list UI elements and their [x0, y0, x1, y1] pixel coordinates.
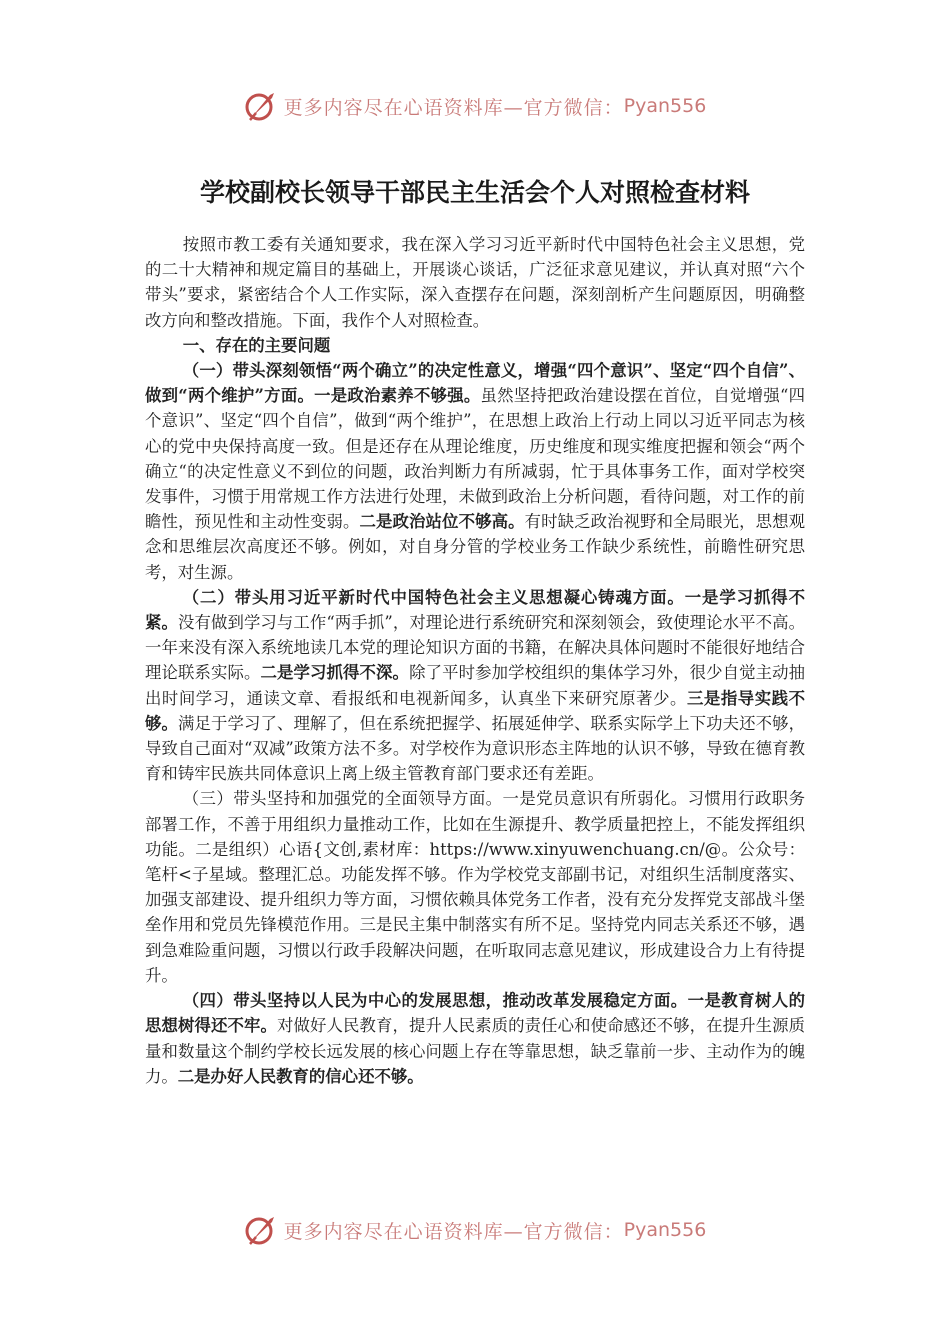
document-title: 学校副校长领导干部民主生活会个人对照检查材料 — [199, 178, 750, 207]
section-heading-main-problems: 一、存在的主要问题 — [182, 335, 331, 355]
body-text: 除了平时参加学校组织的集体学习外，很少自觉主动抽出时间学习，通读文章、看报纸和电视新闻多，认真坐下来研究原著少。 — [145, 663, 806, 708]
banner-wechat-id: Pyan556 — [623, 95, 707, 117]
bold-lead: （一）带头深刻领悟“两个确立”的决定性意义，增强“四个意识”、坚定“四个自信”、做到“两个维护”方面。一是政治素养不够强。 — [145, 361, 805, 406]
quill-pen-logo-icon — [244, 1213, 278, 1247]
header-watermark-banner — [0, 86, 950, 126]
bold-lead: 二是办好人民教育的信心还不够。 — [177, 1066, 424, 1086]
document-body — [145, 232, 805, 1089]
intro-paragraph: 按照市教工委有关通知要求，我在深入学习习近平新时代中国特色社会主义思想，党的二十大精神和规定篇目的基础上，开展谈心谈话，广泛征求意见建议，并认真对照“六个带头”要求，紧密结合个人工作实际，深入查摆存在问题，深刻剖析产生问题原因，明确整改方向和整改措施。下面，我作个人对照检查。 — [145, 235, 805, 330]
body-text: 虽然坚持把政治建设摆在首位，自觉增强“四个意识”、坚定“四个自信”，做到“两个维护”，在思想上政治上行动上同以习近平同志为核心的党中央保持高度一致。但是还存在从理论维度，历史维度和现实维度把握和领会“两个确立“的决定性意义不到位的问题，政治判断力有所减弱，忙于具体事务工作，面对学校突发事件，习惯于用常规工作方法进行处理，未做到政治上分析问题，看待问题，对工作的前瞻性，预见性和主动性变弱。 — [145, 386, 805, 532]
bold-lead: 二是政治站位不够高。 — [359, 512, 525, 532]
paragraph-theoretical-study — [145, 585, 805, 787]
paragraph-party-leadership: （三）带头坚持和加强党的全面领导方面。一是党员意识有所弱化。习惯用行政职务部署工作，不善于用组织力量推动工作，比如在生源提升、教学质量把控上，不能发挥组织功能。二是组织）心语{文创,素材库：https://www.xinyuwenchuang.cn/@。公众号：笔杆<子星域。整理汇总。功能发挥不够。作为学校党支部副书记，对组织生活制度落实、加强支部建设、提升组织力等方面，习惯依赖具体党务工作者，没有充分发挥党支部战斗堡垒作用和党员先锋模范作用。三是民主集中制落实有所不足。坚持党内同志关系还不够，遇到急难险重问题，习惯以行政手段解决问题，在听取同志意见建议，形成建设合力上有待提升。 — [145, 789, 805, 985]
bold-lead: （四）带头坚持以人民为中心的发展思想，推动改革发展稳定方面。一是教育树人的思想树得还不牢。 — [145, 991, 805, 1036]
paragraph-people-centered — [145, 988, 805, 1089]
banner-text: 更多内容尽在心语资料库—官方微信： — [283, 96, 624, 119]
body-text: 对做好人民教育，提升人民素质的责任心和使命感还不够，在提升生源质量和数量这个制约学校长远发展的核心问题上存在等靠思想，缺乏靠前一步、主动作为的魄力。 — [145, 1016, 806, 1086]
bold-lead: 二是学习抓得不深。 — [260, 663, 410, 683]
paragraph-political-awareness — [145, 358, 805, 585]
body-text: 有时缺乏政治视野和全局眼光，思想观念和思维层次高度还不够。例如，对自身分管的学校业务工作缺少系统性，前瞻性研究思考，对生源。 — [145, 512, 806, 582]
body-text: 没有做到学习与工作“两手抓”，对理论进行系统研究和深刻领会，致使理论水平不高。一年来没有深入系统地读几本党的理论知识方面的书籍，在解决具体问题时不能很好地结合理论联系实际。 — [145, 613, 805, 683]
footer-watermark-banner — [0, 1210, 950, 1250]
quill-pen-logo-icon — [244, 89, 278, 123]
bold-lead: （二）带头用习近平新时代中国特色社会主义思想凝心铸魂方面。一是学习抓得不紧。 — [145, 587, 805, 633]
bold-lead: 三是指导实践不够。 — [145, 688, 806, 733]
banner-wechat-id: Pyan556 — [623, 1219, 707, 1241]
banner-text: 更多内容尽在心语资料库—官方微信： — [283, 1220, 624, 1243]
body-text: 满足于学习了、理解了，但在系统把握学、拓展延伸学、联系实际学上下功夫还不够，导致自己面对“双减”政策方法不多。对学校作为意识形态主阵地的认识不够，导致在德育教育和铸牢民族共同体意识上离上级主管教育部门要求还有差距。 — [145, 713, 806, 784]
